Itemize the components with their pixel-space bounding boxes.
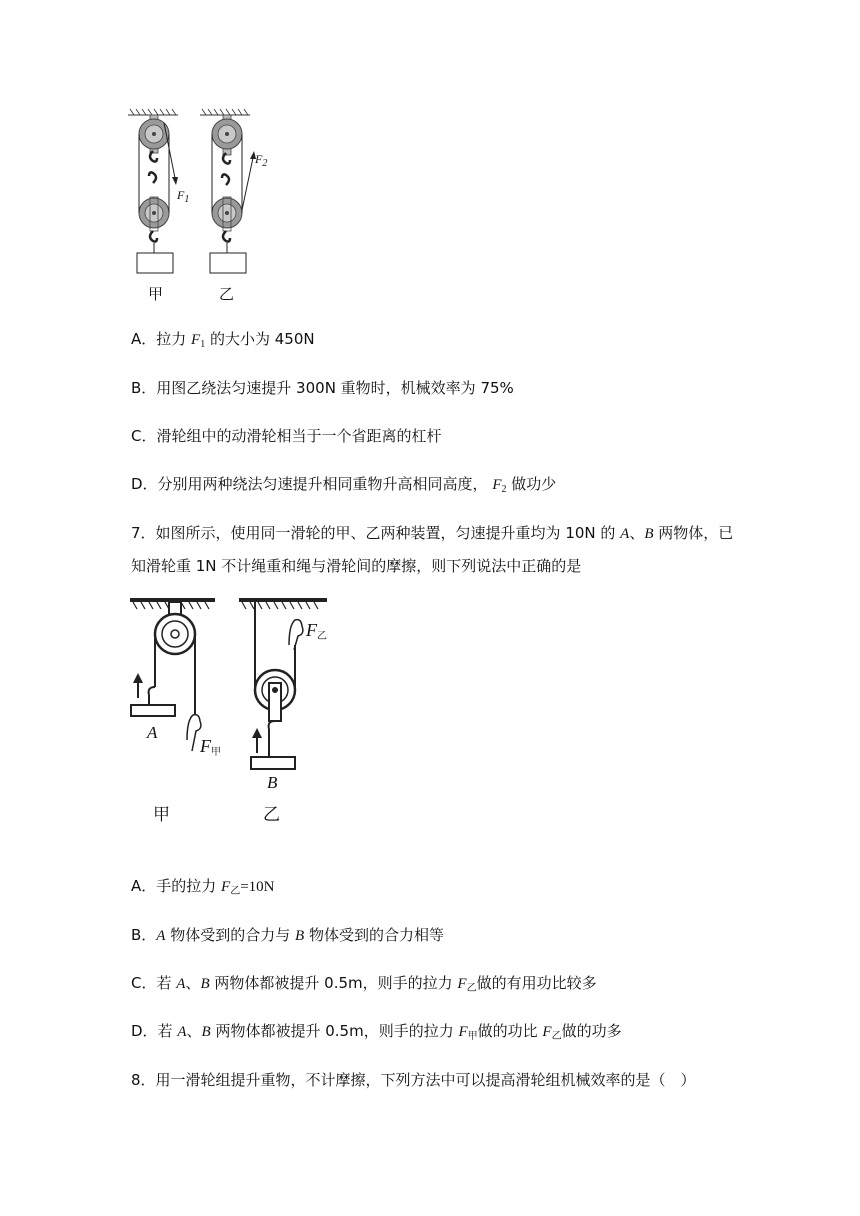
q7-stem-line2: 知滑轮重 1N 不计绳重和绳与滑轮间的摩擦，则下列说法中正确的是 (131, 557, 582, 575)
q8-stem: 8．用一滑轮组提升重物，不计摩擦，下列方法中可以提高滑轮组机械效率的是（ ） (131, 1071, 696, 1089)
pulley-system-yi (210, 115, 256, 273)
object-a-label: A (147, 723, 158, 742)
q7-option-b: B．A 物体受到的合力与 B 物体受到的合力相等 (131, 926, 444, 944)
q6-option-a: A．拉力 $F_1$ 的大小为 450N (131, 330, 315, 350)
figure2-label-jia: 甲 (153, 805, 170, 825)
q6-option-b: B．用图乙绕法匀速提升 300N 重物时，机械效率为 75% (131, 379, 514, 397)
figure1-label-yi: 乙 (219, 285, 235, 303)
pulley-figure-1 (120, 105, 280, 305)
force-f2-label: $F_2$ (255, 152, 268, 169)
pulley-system-jia (137, 115, 178, 273)
figure1-label-jia: 甲 (148, 285, 164, 303)
q7-option-c: C．若 A、B 两物体都被提升 0.5m，则手的拉力 $F_乙$做的有用功比较多 (131, 974, 597, 994)
object-b-label: B (267, 773, 278, 792)
q7-option-d: D．若 A、B 两物体都被提升 0.5m，则手的拉力 $F_甲$做的功比 $F_乙$做的功多 (131, 1022, 622, 1042)
q6-option-d: D．分别用两种绕法匀速提升相同重物升高相同高度， $F_2$ 做功少 (131, 475, 557, 495)
force-f-jia-label: $F_甲$ (200, 736, 221, 758)
force-f-yi-label: $F_乙$ (306, 620, 327, 642)
q7-option-a: A．手的拉力 $F_乙=10N$ (131, 877, 275, 897)
q7-stem-line1: 7．如图所示，使用同一滑轮的甲、乙两种装置，匀速提升重均为 10N 的 A、B 两物体，已 (131, 524, 734, 542)
q6-option-c: C．滑轮组中的动滑轮相当于一个省距离的杠杆 (131, 427, 442, 445)
force-f1-label: $F_1$ (177, 188, 190, 205)
figure2-label-yi: 乙 (263, 805, 280, 825)
